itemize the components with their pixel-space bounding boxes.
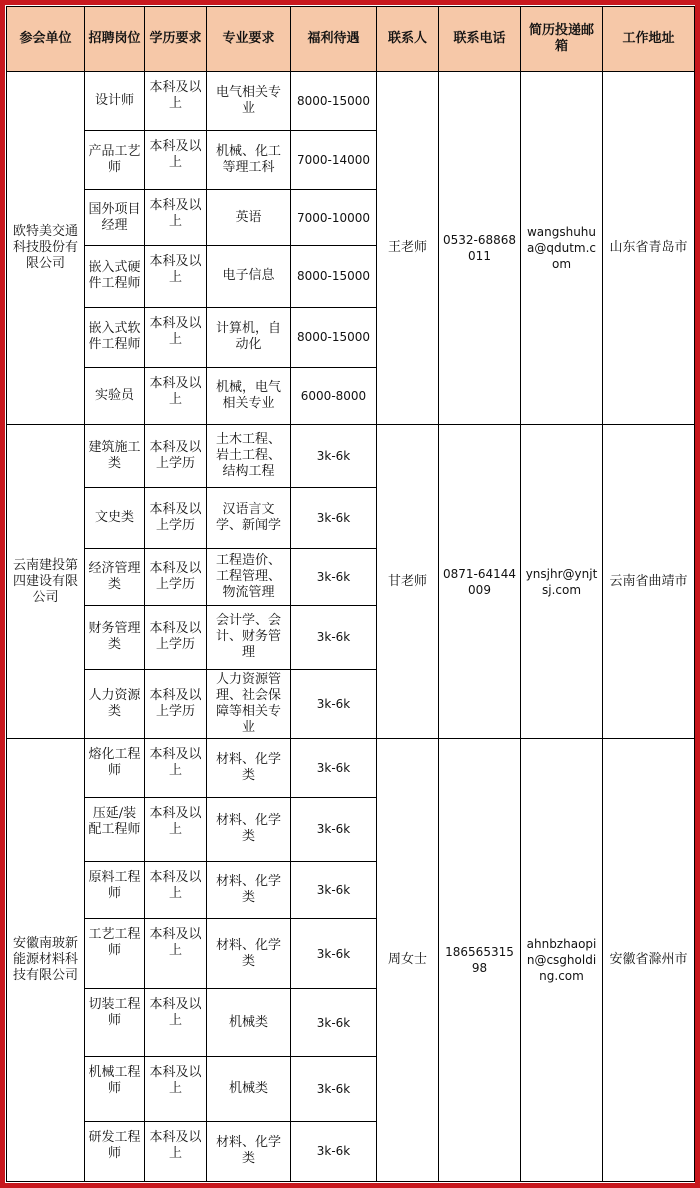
job-position: 机械工程师 <box>85 1057 145 1121</box>
job-education: 本科及以上 <box>145 1121 207 1181</box>
job-major: 机械、化工等理工科 <box>207 131 291 190</box>
job-education: 本科及以上 <box>145 989 207 1057</box>
header-contact: 联系人 <box>377 7 439 72</box>
job-education: 本科及以上 <box>145 739 207 797</box>
company-location: 云南省曲靖市 <box>603 425 695 739</box>
job-salary: 3k-6k <box>291 1121 377 1181</box>
job-education: 本科及以上 <box>145 245 207 307</box>
job-education: 本科及以上 <box>145 72 207 131</box>
company-name: 欧特美交通科技股份有限公司 <box>7 72 85 425</box>
job-major: 机械类 <box>207 1057 291 1121</box>
table-row <box>7 425 695 488</box>
job-salary: 3k-6k <box>291 548 377 605</box>
job-major: 会计学、会计、财务管理 <box>207 605 291 669</box>
header-education: 学历要求 <box>145 7 207 72</box>
job-position: 压延/装配工程师 <box>85 797 145 861</box>
company-phone: 18656531598 <box>439 739 521 1182</box>
job-salary: 7000-10000 <box>291 190 377 245</box>
job-position: 嵌入式软件工程师 <box>85 307 145 367</box>
job-major: 工程造价、工程管理、物流管理 <box>207 548 291 605</box>
job-salary: 8000-15000 <box>291 245 377 307</box>
job-major: 计算机，自动化 <box>207 307 291 367</box>
table-row <box>7 739 695 797</box>
header-salary: 福利待遇 <box>291 7 377 72</box>
header-location: 工作地址 <box>603 7 695 72</box>
job-position: 研发工程师 <box>85 1121 145 1181</box>
job-education: 本科及以上 <box>145 797 207 861</box>
job-major: 人力资源管理、社会保障等相关专业 <box>207 670 291 739</box>
job-position: 嵌入式硬件工程师 <box>85 245 145 307</box>
job-major: 电子信息 <box>207 245 291 307</box>
job-major: 机械类 <box>207 989 291 1057</box>
job-major: 材料、化学类 <box>207 918 291 988</box>
job-major: 材料、化学类 <box>207 861 291 918</box>
job-salary: 6000-8000 <box>291 368 377 425</box>
job-position: 工艺工程师 <box>85 918 145 988</box>
job-salary: 3k-6k <box>291 861 377 918</box>
job-education: 本科及以上学历 <box>145 548 207 605</box>
job-salary: 3k-6k <box>291 425 377 488</box>
job-education: 本科及以上 <box>145 918 207 988</box>
company-name: 云南建投第四建设有限公司 <box>7 425 85 739</box>
job-major: 材料、化学类 <box>207 797 291 861</box>
job-position: 原料工程师 <box>85 861 145 918</box>
company-email: ahnbzhaopin@csgholding.com <box>521 739 603 1182</box>
job-salary: 3k-6k <box>291 605 377 669</box>
company-email: wangshuhua@qdutm.com <box>521 72 603 425</box>
job-salary: 8000-15000 <box>291 72 377 131</box>
job-education: 本科及以上 <box>145 1057 207 1121</box>
job-salary: 3k-6k <box>291 739 377 797</box>
company-phone: 0871-64144009 <box>439 425 521 739</box>
job-education: 本科及以上学历 <box>145 605 207 669</box>
header-position: 招聘岗位 <box>85 7 145 72</box>
job-salary: 3k-6k <box>291 989 377 1057</box>
job-major: 电气相关专业 <box>207 72 291 131</box>
job-salary: 3k-6k <box>291 1057 377 1121</box>
company-contact: 甘老师 <box>377 425 439 739</box>
job-salary: 3k-6k <box>291 670 377 739</box>
table-row <box>7 72 695 131</box>
job-education: 本科及以上 <box>145 131 207 190</box>
job-major: 土木工程、岩土工程、结构工程 <box>207 425 291 488</box>
job-education: 本科及以上学历 <box>145 425 207 488</box>
job-position: 产品工艺师 <box>85 131 145 190</box>
job-position: 文史类 <box>85 488 145 548</box>
job-education: 本科及以上 <box>145 190 207 245</box>
header-company: 参会单位 <box>7 7 85 72</box>
job-education: 本科及以上 <box>145 307 207 367</box>
job-salary: 8000-15000 <box>291 307 377 367</box>
job-salary: 3k-6k <box>291 797 377 861</box>
company-phone: 0532-68868011 <box>439 72 521 425</box>
job-major: 英语 <box>207 190 291 245</box>
job-position: 国外项目经理 <box>85 190 145 245</box>
header-major: 专业要求 <box>207 7 291 72</box>
header-email: 简历投递邮箱 <box>521 7 603 72</box>
recruitment-table <box>6 6 695 1182</box>
company-location: 山东省青岛市 <box>603 72 695 425</box>
job-salary: 7000-14000 <box>291 131 377 190</box>
job-education: 本科及以上 <box>145 861 207 918</box>
job-major: 汉语言文学、新闻学 <box>207 488 291 548</box>
job-position: 经济管理类 <box>85 548 145 605</box>
company-contact: 王老师 <box>377 72 439 425</box>
job-position: 切装工程师 <box>85 989 145 1057</box>
job-major: 材料、化学类 <box>207 1121 291 1181</box>
company-email: ynsjhr@ynjtsj.com <box>521 425 603 739</box>
job-position: 建筑施工类 <box>85 425 145 488</box>
header-row <box>7 7 695 72</box>
job-education: 本科及以上学历 <box>145 670 207 739</box>
job-salary: 3k-6k <box>291 488 377 548</box>
job-table-frame <box>5 5 695 1183</box>
job-education: 本科及以上 <box>145 368 207 425</box>
job-position: 财务管理类 <box>85 605 145 669</box>
job-position: 设计师 <box>85 72 145 131</box>
job-education: 本科及以上学历 <box>145 488 207 548</box>
company-name: 安徽南玻新能源材料科技有限公司 <box>7 739 85 1182</box>
company-location: 安徽省滁州市 <box>603 739 695 1182</box>
job-position: 实验员 <box>85 368 145 425</box>
job-major: 机械，电气相关专业 <box>207 368 291 425</box>
job-major: 材料、化学类 <box>207 739 291 797</box>
job-position: 人力资源类 <box>85 670 145 739</box>
company-contact: 周女士 <box>377 739 439 1182</box>
job-salary: 3k-6k <box>291 918 377 988</box>
header-phone: 联系电话 <box>439 7 521 72</box>
job-position: 熔化工程师 <box>85 739 145 797</box>
